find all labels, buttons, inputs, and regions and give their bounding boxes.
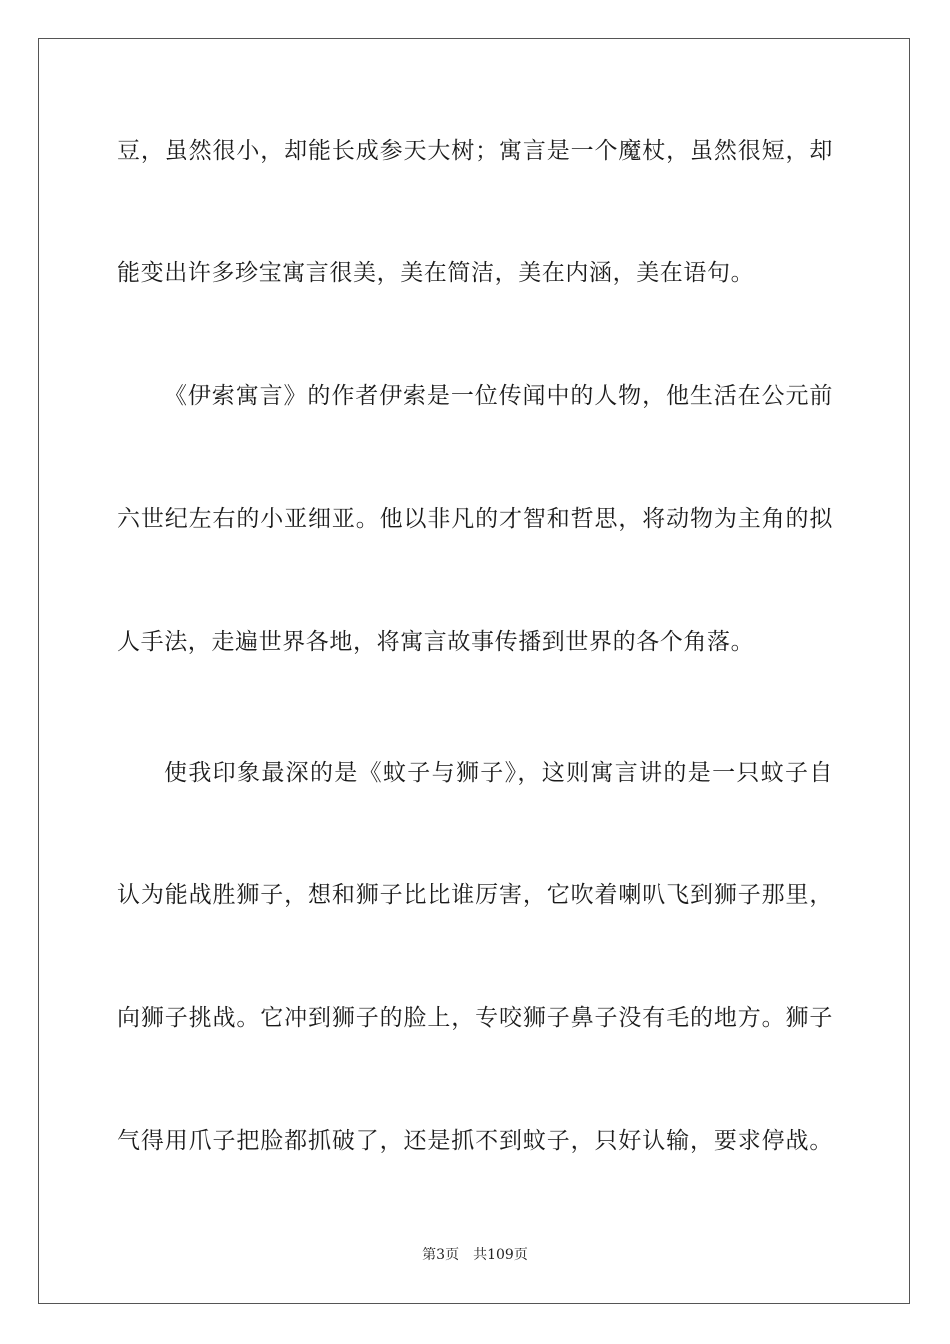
text-line-2: 能变出许多珍宝寓言很美，美在简洁，美在内涵，美在语句。 (117, 260, 755, 286)
page-total: 共109页 (473, 1247, 528, 1263)
text-line-4: 六世纪左右的小亚细亚。他以非凡的才智和哲思，将动物为主角的拟 (117, 506, 833, 532)
text-line-3: 《伊索寓言》的作者伊索是一位传闻中的人物，他生活在公元前 (164, 383, 833, 409)
text-line-8: 向狮子挑战。它冲到狮子的脸上，专咬狮子鼻子没有毛的地方。狮子 (117, 1005, 833, 1031)
page-border (38, 38, 910, 1304)
page-number: 第3页 (422, 1247, 460, 1263)
text-line-1: 豆，虽然很小，却能长成参天大树；寓言是一个魔杖，虽然很短，却 (117, 138, 833, 164)
text-line-6: 使我印象最深的是《蚊子与狮子》，这则寓言讲的是一只蚊子自 (164, 760, 833, 786)
text-line-7: 认为能战胜狮子，想和狮子比比谁厉害，它吹着喇叭飞到狮子那里， (117, 882, 833, 908)
page-footer (0, 1246, 950, 1264)
text-line-9: 气得用爪子把脸都抓破了，还是抓不到蚊子，只好认输，要求停战。 (117, 1128, 833, 1154)
text-line-5: 人手法，走遍世界各地，将寓言故事传播到世界的各个角落。 (117, 629, 755, 655)
